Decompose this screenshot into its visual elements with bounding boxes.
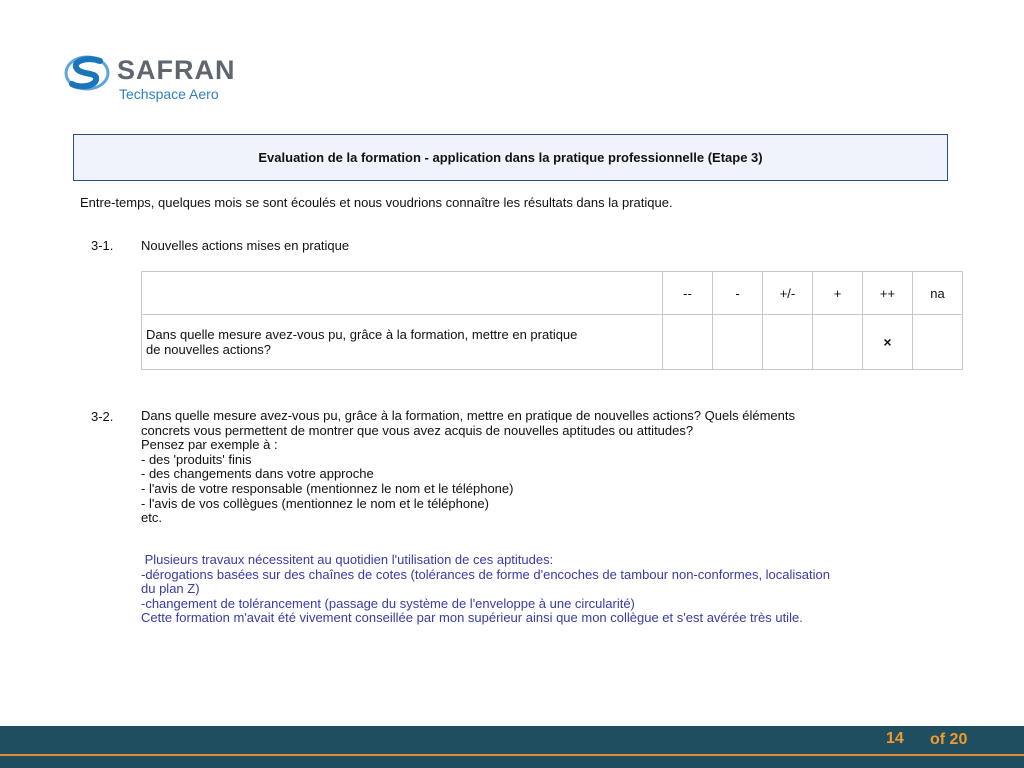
answer-line: Cette formation m'avait été vivement conseillée par mon supérieur ainsi que mon collègue et s'est avérée très utile. [141,610,803,626]
answer-line: -dérogations basées sur des chaînes de cotes (tolérances de forme d'encoches de tambour non-conformes, localisation [141,566,830,582]
question-line: etc. [141,510,162,526]
rating-cell-na[interactable] [913,315,963,370]
question-line: - des 'produits' finis [141,451,252,467]
question-line: - des changements dans votre approche [141,466,374,482]
scale-na: na [913,272,963,315]
section-2-number: 3-2. [91,409,114,424]
rating-cell-neutral[interactable] [763,315,813,370]
rating-cell-positive[interactable] [813,315,863,370]
section-1-title: Nouvelles actions mises en pratique [141,238,350,253]
rating-question-line-1: Dans quelle mesure avez-vous pu, grâce à la formation, mettre en pratique [146,327,578,342]
footer-accent-line [0,754,1024,756]
rating-question-line-2: de nouvelles actions? [146,342,272,357]
question-line: Dans quelle mesure avez-vous pu, grâce à la formation, mettre en pratique de nouvelles actions? Quels éléments [141,408,795,423]
scale-positive: + [813,272,863,315]
rating-cell-very-positive[interactable] [863,315,913,370]
logo-brand-text: SAFRAN [117,55,236,85]
section-1-number: 3-1. [91,238,114,253]
logo-subtitle: Techspace Aero [119,86,219,102]
intro-text: Entre-temps, quelques mois se sont écoulés et nous voudrions connaître les résultats dans la pratique. [80,195,673,210]
answer-line: du plan Z) [141,581,200,597]
rating-cell-very-negative[interactable] [663,315,713,370]
page-number: 14 [886,730,904,747]
answer-text [141,553,941,626]
rating-table [141,271,963,370]
rating-header-empty [142,272,663,315]
rating-cell-negative[interactable] [713,315,763,370]
safran-swoosh-icon [64,52,110,94]
question-line: concrets vous permettent de montrer que vous avez acquis de nouvelles aptitudes ou attitudes? [141,422,694,438]
page-total: of 20 [930,731,968,748]
footer-bar [0,726,1024,768]
question-line: - l'avis de vos collègues (mentionnez le nom et le téléphone) [141,495,489,511]
rating-question [142,315,663,370]
answer-line: Plusieurs travaux nécessitent au quotidien l'utilisation de ces aptitudes: [141,552,554,567]
rating-header-row [142,272,963,315]
page-title: Evaluation de la formation - application dans la pratique professionnelle (Etape 3) [73,134,948,181]
scale-very-negative: -- [663,272,713,315]
question-line: - l'avis de votre responsable (mentionnez le nom et le téléphone) [141,480,514,496]
rating-question-row [142,315,963,370]
section-2-question [141,409,941,526]
question-line: Pensez par exemple à : [141,437,278,453]
answer-line: -changement de tolérancement (passage du système de l'enveloppe à une circularité) [141,595,635,611]
scale-very-positive: ++ [863,272,913,315]
scale-negative: - [713,272,763,315]
selected-mark-icon: × [883,334,892,350]
scale-neutral: +/- [763,272,813,315]
safran-logo [64,50,294,106]
